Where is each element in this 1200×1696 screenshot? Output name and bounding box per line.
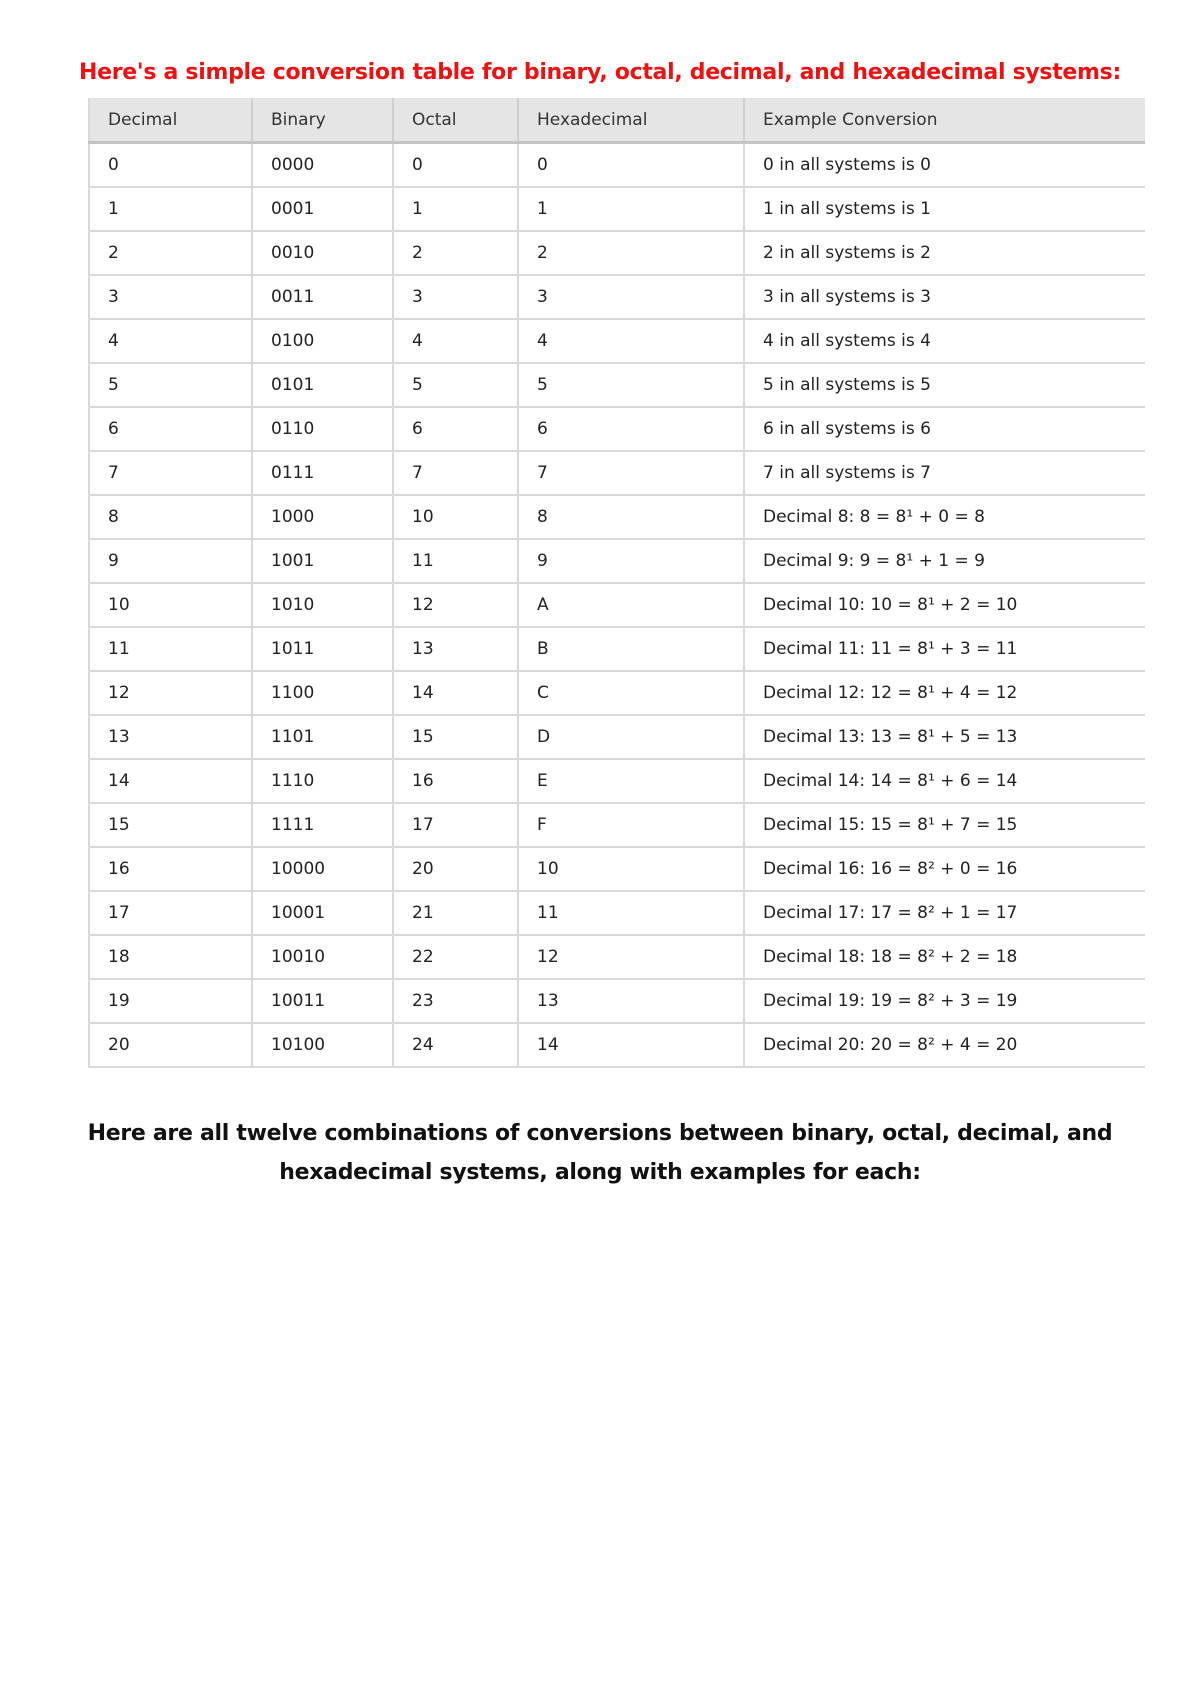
table-row	[89, 1023, 1145, 1067]
cell-octal: 2	[393, 231, 518, 275]
cell-example: Decimal 19: 19 = 8² + 3 = 19	[744, 979, 1145, 1023]
cell-binary: 10001	[252, 891, 393, 935]
cell-hexadecimal: 0	[518, 143, 744, 188]
cell-example: 0 in all systems is 0	[744, 143, 1145, 188]
cell-hexadecimal: E	[518, 759, 744, 803]
cell-octal: 1	[393, 187, 518, 231]
table-row	[89, 275, 1145, 319]
cell-example: 2 in all systems is 2	[744, 231, 1145, 275]
cell-binary: 0111	[252, 451, 393, 495]
column-header-octal: Octal	[393, 98, 518, 143]
cell-binary: 1111	[252, 803, 393, 847]
cell-example: Decimal 15: 15 = 8¹ + 7 = 15	[744, 803, 1145, 847]
cell-octal: 10	[393, 495, 518, 539]
cell-binary: 0000	[252, 143, 393, 188]
cell-example: 1 in all systems is 1	[744, 187, 1145, 231]
cell-hexadecimal: 10	[518, 847, 744, 891]
cell-octal: 16	[393, 759, 518, 803]
cell-example: Decimal 18: 18 = 8² + 2 = 18	[744, 935, 1145, 979]
cell-example: Decimal 16: 16 = 8² + 0 = 16	[744, 847, 1145, 891]
column-header-hexadecimal: Hexadecimal	[518, 98, 744, 143]
cell-decimal: 7	[89, 451, 252, 495]
cell-decimal: 1	[89, 187, 252, 231]
cell-decimal: 12	[89, 671, 252, 715]
cell-binary: 0101	[252, 363, 393, 407]
cell-example: Decimal 10: 10 = 8¹ + 2 = 10	[744, 583, 1145, 627]
cell-hexadecimal: 14	[518, 1023, 744, 1067]
cell-binary: 1011	[252, 627, 393, 671]
table-body	[89, 143, 1145, 1068]
cell-decimal: 13	[89, 715, 252, 759]
cell-binary: 10011	[252, 979, 393, 1023]
cell-binary: 1010	[252, 583, 393, 627]
cell-hexadecimal: 2	[518, 231, 744, 275]
cell-octal: 17	[393, 803, 518, 847]
table-row	[89, 583, 1145, 627]
cell-binary: 1000	[252, 495, 393, 539]
cell-hexadecimal: 3	[518, 275, 744, 319]
table-row	[89, 935, 1145, 979]
cell-hexadecimal: 5	[518, 363, 744, 407]
table-row	[89, 979, 1145, 1023]
cell-binary: 10100	[252, 1023, 393, 1067]
section-heading-line-1: Here are all twelve combinations of conversions between binary, octal, decimal, and	[87, 1121, 1113, 1146]
cell-hexadecimal: F	[518, 803, 744, 847]
table-row	[89, 319, 1145, 363]
cell-example: Decimal 8: 8 = 8¹ + 0 = 8	[744, 495, 1145, 539]
cell-example: 5 in all systems is 5	[744, 363, 1145, 407]
cell-octal: 3	[393, 275, 518, 319]
cell-octal: 14	[393, 671, 518, 715]
cell-decimal: 10	[89, 583, 252, 627]
cell-hexadecimal: 12	[518, 935, 744, 979]
cell-octal: 23	[393, 979, 518, 1023]
cell-decimal: 11	[89, 627, 252, 671]
cell-binary: 10000	[252, 847, 393, 891]
cell-binary: 1001	[252, 539, 393, 583]
section-heading-line-2: hexadecimal systems, along with examples for each:	[279, 1160, 921, 1185]
table-row	[89, 715, 1145, 759]
table-row	[89, 627, 1145, 671]
cell-example: Decimal 17: 17 = 8² + 1 = 17	[744, 891, 1145, 935]
table-row	[89, 495, 1145, 539]
cell-decimal: 16	[89, 847, 252, 891]
cell-decimal: 3	[89, 275, 252, 319]
column-header-decimal: Decimal	[89, 98, 252, 143]
table-row	[89, 407, 1145, 451]
cell-octal: 6	[393, 407, 518, 451]
cell-decimal: 14	[89, 759, 252, 803]
cell-binary: 1110	[252, 759, 393, 803]
table-row	[89, 363, 1145, 407]
cell-hexadecimal: 13	[518, 979, 744, 1023]
cell-decimal: 18	[89, 935, 252, 979]
cell-octal: 20	[393, 847, 518, 891]
cell-binary: 10010	[252, 935, 393, 979]
cell-example: 7 in all systems is 7	[744, 451, 1145, 495]
cell-decimal: 8	[89, 495, 252, 539]
table-row	[89, 451, 1145, 495]
cell-example: Decimal 12: 12 = 8¹ + 4 = 12	[744, 671, 1145, 715]
column-header-example: Example Conversion	[744, 98, 1145, 143]
cell-example: 4 in all systems is 4	[744, 319, 1145, 363]
column-header-binary: Binary	[252, 98, 393, 143]
cell-decimal: 9	[89, 539, 252, 583]
cell-example: 6 in all systems is 6	[744, 407, 1145, 451]
cell-decimal: 2	[89, 231, 252, 275]
cell-hexadecimal: 11	[518, 891, 744, 935]
cell-binary: 0100	[252, 319, 393, 363]
table-header-row	[89, 98, 1145, 143]
cell-example: Decimal 14: 14 = 8¹ + 6 = 14	[744, 759, 1145, 803]
cell-binary: 0110	[252, 407, 393, 451]
cell-example: Decimal 20: 20 = 8² + 4 = 20	[744, 1023, 1145, 1067]
cell-example: Decimal 9: 9 = 8¹ + 1 = 9	[744, 539, 1145, 583]
conversion-table	[88, 98, 1145, 1068]
table-row	[89, 187, 1145, 231]
cell-hexadecimal: 9	[518, 539, 744, 583]
cell-octal: 5	[393, 363, 518, 407]
table-row	[89, 231, 1145, 275]
table-row	[89, 143, 1145, 188]
cell-octal: 0	[393, 143, 518, 188]
cell-octal: 4	[393, 319, 518, 363]
table-row	[89, 891, 1145, 935]
cell-binary: 0010	[252, 231, 393, 275]
cell-decimal: 0	[89, 143, 252, 188]
cell-octal: 12	[393, 583, 518, 627]
table-row	[89, 803, 1145, 847]
cell-hexadecimal: 4	[518, 319, 744, 363]
cell-hexadecimal: 6	[518, 407, 744, 451]
cell-example: Decimal 11: 11 = 8¹ + 3 = 11	[744, 627, 1145, 671]
cell-octal: 21	[393, 891, 518, 935]
table-row	[89, 847, 1145, 891]
page-heading: Here's a simple conversion table for binary, octal, decimal, and hexadecimal systems:	[79, 60, 1121, 85]
cell-decimal: 4	[89, 319, 252, 363]
section-heading	[0, 1114, 1200, 1192]
cell-hexadecimal: A	[518, 583, 744, 627]
cell-octal: 13	[393, 627, 518, 671]
cell-hexadecimal: D	[518, 715, 744, 759]
cell-decimal: 5	[89, 363, 252, 407]
cell-octal: 15	[393, 715, 518, 759]
cell-octal: 24	[393, 1023, 518, 1067]
cell-decimal: 19	[89, 979, 252, 1023]
cell-decimal: 6	[89, 407, 252, 451]
cell-hexadecimal: B	[518, 627, 744, 671]
cell-octal: 22	[393, 935, 518, 979]
cell-binary: 0001	[252, 187, 393, 231]
cell-hexadecimal: C	[518, 671, 744, 715]
table-row	[89, 671, 1145, 715]
cell-decimal: 20	[89, 1023, 252, 1067]
cell-octal: 7	[393, 451, 518, 495]
cell-binary: 1101	[252, 715, 393, 759]
cell-octal: 11	[393, 539, 518, 583]
cell-hexadecimal: 1	[518, 187, 744, 231]
cell-hexadecimal: 8	[518, 495, 744, 539]
table-row	[89, 759, 1145, 803]
conversion-table-container	[88, 98, 1144, 1068]
cell-example: Decimal 13: 13 = 8¹ + 5 = 13	[744, 715, 1145, 759]
cell-binary: 0011	[252, 275, 393, 319]
cell-hexadecimal: 7	[518, 451, 744, 495]
table-row	[89, 539, 1145, 583]
cell-binary: 1100	[252, 671, 393, 715]
cell-decimal: 15	[89, 803, 252, 847]
cell-decimal: 17	[89, 891, 252, 935]
cell-example: 3 in all systems is 3	[744, 275, 1145, 319]
